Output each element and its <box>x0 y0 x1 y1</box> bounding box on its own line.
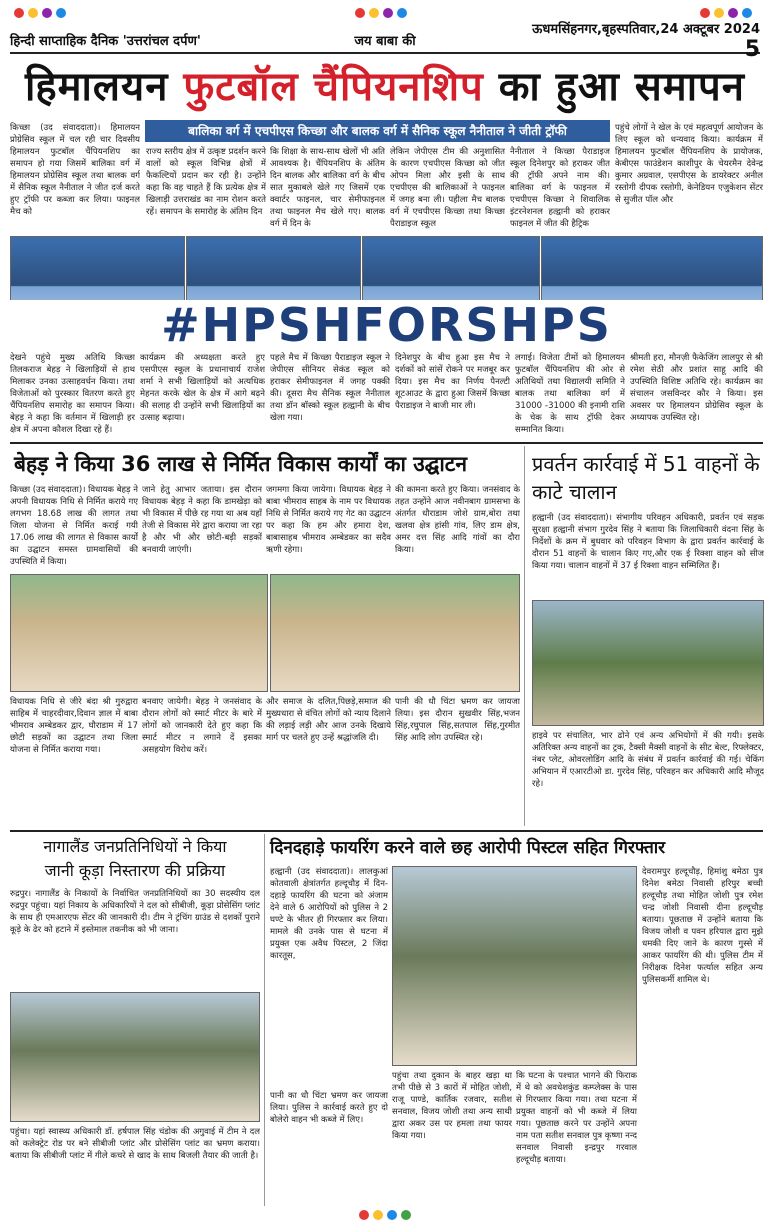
story1-low6: श्रीमती हरा, मौनज़ी फैकेजिंग लालपुर से श्री रमेश सेठी और प्रशांत साहू आदि की उपस्थिति विशिष्ट अतिथि रहे। कार्यक्रम का संचालन जसविन्दर कौर ने किया। इस अवसर पर हिमालयन प्रोग्रेसिव स्कूल के अध्यापक उपस्थित रहे। <box>630 353 763 423</box>
footer-dots <box>0 1204 770 1226</box>
story2-low1: विधायक निधि से जीरे बंदा श्री गुरुद्वारा साहिब में चाहरदीवार,दिवान ज्ञाल में बाबा भीमराव अम्बेडकर द्वार, घौराडाम में 17 छोटी सड़कों का उद्घाटन तथा जिला योजना से निर्मित कराया गया। <box>10 697 138 755</box>
dot-blue <box>56 8 66 18</box>
dot-yellow <box>369 8 379 18</box>
footer-dot <box>387 1210 397 1220</box>
story2-col3: जगमगा किया जायेगा। विधायक बेहड़ ने बाबा भीमराव साहब के नाम पर विधायक निधि से निर्मित कराये गए गेट का उद्घाटन पर कहा कि हम और हमारा देश, बाबासाहब भीमराव अम्बेडकर का सदैव ऋणी रहेगा। <box>266 485 391 555</box>
story5-col1: हल्द्वानी (उद संवाददाता)। लालकुआं कोतवाली क्षेत्रांतर्गत हल्दूचौड़ में दिन-दहाड़े फायरिंग की घटना को अंजाम देने वाले 6 आरोपियों को पुलिस ने 2 घण्टे के भीतर ही गिरफ्तार कर लिया। मामले की उनके पास से घटना में प्रयुक्त एक अवैध पिस्टल, 2 जिंदा कारतूस, <box>270 867 388 961</box>
story1-low5: लगाई। विजेता टीमों को हिमालयन फुटबॉल चैंपियनशिप की ओर से अतिथियों तथा विद्यालयी समिति ने बालक तथा बालिका वर्ग में 31000 -31000 की इनामी राशि के चेक के साथ ट्रॉफी देकर सम्मानित किया। <box>515 353 625 435</box>
story2-low2: बनवाए जायेगी। बेहड़ ने जनसंवाद के दौरान लोगों को स्मार्ट मीटर के बारे में लोगों को जानकारी देते हुए कहा कि स्मार्ट मीटर न लगाने दें इसका असहयोग विरोध करें। <box>142 697 262 755</box>
footer-dot <box>401 1210 411 1220</box>
story4-headline-line2: जानी कूड़ा निस्तारण की प्रक्रिया <box>44 861 226 880</box>
divider <box>10 442 763 444</box>
footer-dot <box>373 1210 383 1220</box>
story1-col2: राज्य स्तरीय क्षेत्र में उत्कृष्ट प्रदर्शन करने वालों को स्कूल विभिन्न क्षेत्रों में फैकल्टियों प्रदान कर रही है। उन्होंने कहा कि वह चाहते हैं कि प्रत्येक क्षेत्र में खिलाड़ी उत्तराखंड का नाम रोशन करते रहें। समापन के समारोह के अंतिम दिन <box>146 147 266 217</box>
story1-col1: किच्छा (उद संवाददाता)। हिमालयन प्रोग्रेसिव स्कूल में चल रही चार दिवसीय हिमालयन फुटबॉल चैंपियनशिप का समापन हो गया जिसमें बालिका वर्ग में हिमालयन प्रोग्रेसिव स्कूल तथा बालक वर्ग में सैनिक स्कूल नैनीताल ने जीत दर्ज करते हुए ट्रॉफी पर कब्जा कर लिया। फाइनल मैच को <box>10 123 140 217</box>
story1-low2: कार्यक्रम की अध्यक्षता करते हुए एसपीएस स्कूल के प्रधानाचार्य राजेश शर्मा ने सभी खिलाड़ियों को अत्यधिक मेहनत करके खेल के क्षेत्र में आगे बढ़ने की सलाह दी उन्होंने सभी खिलाड़ियों का उत्साह बढ़ाया। <box>140 353 265 423</box>
column-separator <box>264 834 265 1206</box>
dot-red <box>700 8 710 18</box>
story1-low4: दिनेशपुर के बीच हुआ इस मैच ने दर्शकों को सांसें रोकने पर मजबूर कर दिया। इस मैच का निर्णय पैनल्टी शूटआउट के द्वारा हुआ जिसमें किच्छा पैराडाइज ने बाजी मार ली। <box>395 353 510 411</box>
divider <box>10 830 763 832</box>
story2-low4: पानी की धौ चिंटा भ्रमण कर जायजा लिया। इस दौरान सुखवीर सिंह,भजन सिंह,रघुपाल सिंह,सतपाल सिंह,गुरमीत सिंह आदि लोग उपस्थित रहे। <box>395 697 520 743</box>
story3-low: हाइवे पर संचालित, भार ढोने एवं अन्य अभियोगों में की गयी। इसके अतिरिक्त अन्य वाहनों का ट्रक, टैक्सी मैक्सी वाहनों के सीट बेल्ट, रिफ्लेक्टर, नंबर प्लेट, ओवरलोडिंग आदि के संबंध में प्रवर्तन कार्रवाई की गई। चेकिंग अभियान में एआरटीओ डा. गुरदेव सिंह, परिवहन कर अधिकारी आदि मौजूद रहे। <box>532 731 764 789</box>
story5-col3: देवरामपुर हल्दूचौड़, हिमांशु बमेठा पुत्र दिनेश बमेठा निवासी हरिपुर बच्ची हल्दूचौड़ तथा मोहित जोशी पुत्र रमेश चन्द्र जोशी निवासी दीना हल्दूचौड़ बताया। पूछताछ में उन्होंने बताया कि विजय जोशी व पवन हरियाल द्वारा मुझे धमकी दिए जाने के कारण गुस्से में आकर फायरिंग की थी। पुलिस टीम में निरीक्षक दिनेश फर्त्याल सहित अन्य पुलिसकर्मी शामिल थे। <box>642 867 763 985</box>
story1-low3: पहले मैच में किच्छा पैराडाइज स्कूल ने जेपीएस सीनियर सेकंड स्कूल को हराकर सेमीफाइनल में जगह पक्की की। दूसरा मैच सैनिक स्कूल नैनीताल तथा डॉन बॉस्को स्कूल हल्द्वानी के बीच खेला गया। <box>270 353 390 423</box>
story1-col6: पहुंचे लोगों ने खेल के एवं महत्वपूर्ण आयोजन के लिए स्कूल को धन्यवाद किया। कार्यक्रम में हिमालयन फुटबॉल चैंपियनशिप के प्रायोजक, केबीएस फाउंडेशन काशीपुर के चेयरमैन देवेन्द्र कुमार अग्रवाल, एसपीएस के डायरेक्टर अनील रस्तोगी दीपक रस्तोगी, केनेडियन एजुकेशन सेंटर से सुजीत पॉल और <box>615 123 763 205</box>
masthead <box>10 21 760 62</box>
dot-red <box>14 8 24 18</box>
column-separator <box>524 446 525 826</box>
story5-low2: कि घटना के पश्चात भागने की फिराक में थे को अवधेशकुंड कम्प्लेक्स के पास से गिरफ्तार किया गया। तथा घटना में प्रयुक्त वाहनों को भी कब्जे में लिया गया। पूछताछ करने पर उन्होंने अपना नाम पता सतीश सनवाल पुत्र कृष्णा नन्द सनवाल निवासी इन्द्रपुर गरवाल हल्दूचौड़ बताया। <box>516 1071 637 1165</box>
dot-blue <box>397 8 407 18</box>
dot-yellow <box>28 8 38 18</box>
story3-photo <box>532 600 764 726</box>
story1-banner: #HPSHFORSHPS <box>10 300 763 350</box>
story2-col1: किच्छा (उद संवाददाता)। विधायक बेहड़ ने अपनी विधायक निधि से निर्मित कराये गए लगभग 18.68 लाख की लागत तथा जिला योजना से निर्मित कराई गयी 17.06 लाख की लागत से विकास कार्यों का उद्घाटन समस्त ग्रामवासियों की उपस्थिति में किया। <box>10 485 138 567</box>
story4-headline-line1: नागालैंड जनप्रतिनिधियों ने किया <box>43 837 227 856</box>
story4-photo <box>10 992 260 1122</box>
story2-low3: और समाज के दलित,पिछड़े,समाज की मुख्यधारा से वंचित लोगों को न्याय दिलाने की लड़ाई लड़ी और आज उनके दिखाये मार्ग पर चलते हुए उन्हें श्रद्धांजलि दी। <box>266 697 391 743</box>
top-left-dots <box>14 8 66 18</box>
story2-col2: जाने हेतु आभार जताया। इस दौरान विधायक बेहड़ ने कहा कि डामखेड़ा को भी विकास में पीछे रह गया था अब यहाँ तेजी से विकास मेरे द्वारा कराया जा रहा है और भी और छोटी-बड़ी सड़कों बनवायी जाएंगी। <box>142 485 262 555</box>
top-right-dots <box>700 8 752 18</box>
dot-purple <box>383 8 393 18</box>
footer-dot <box>359 1210 369 1220</box>
story1-headline-part1: हिमालयन <box>25 64 169 110</box>
masthead-title: हिन्दी साप्ताहिक दैनिक 'उत्तरांचल दर्पण' <box>10 34 201 49</box>
story3-body: हल्द्वानी (उद संवाददाता)। संभागीय परिवहन अधिकारी, प्रवर्तन एवं सड़क सुरक्षा हल्द्वानी संभाग गुरदेव सिंह ने बताया कि जिलाधिकारी वंदना सिंह के निर्देशों के क्रम में बुधवार को परिवहन विभाग के द्वारा प्रवर्तन कार्रवाई के दौरान 51 वाहनों के चालान किए गए,और एक ई रिक्शा वाहन को सीज किया गया। चालान वाहनों में 37 ई रिक्शा वाहन सम्मिलित हैं। <box>532 513 764 571</box>
story1-col3: कि शिक्षा के साथ-साथ खेलों भी अति आवश्यक है। चैंपियनशिप के अंतिम दिन बालक और बालिका वर्ग के बीच सात मुकाबले खेले गए जिसमें एक क्वार्टर फाइनल, चार सेमीफाइनल तथा फाइनल मैच खेले गए। बालक वर्ग में दिन के <box>270 147 385 229</box>
masthead-date: ऊधमसिंहनगर,बृहस्पतिवार,24 अक्टूबर 2024 <box>532 21 760 37</box>
story2-photo-2 <box>270 574 520 692</box>
story4-low: पहुंचा। यहां स्वास्थ्य अधिकारी डॉ. हर्षपाल सिंह चंडोक की अगुवाई में टीम ने दल को कलेक्ट्रेट रोड पर बने सीबीजी प्लांट और प्रोसेसिंग प्लांट का भ्रमण कराया। बताया कि सीबीजी प्लांट में गीले कचरे से खाद के साथ बिजली तैयार की जाती है। <box>10 1127 260 1161</box>
story5-low1: पहुंचा तथा दुकान के बाहर खड़ा था तभी पीछे से 3 कारों में मोहित जोशी, राजू पाण्डे, कार्तिक रजवार, सतीश सनवाल, विजय जोशी तथा अन्य साथी द्वारा अकर उस पर हमला तथा फायर किया गया। <box>392 1071 512 1141</box>
story2-col4: की कामना करते हुए किया। जनसंवाद के तहत उन्होंने आज नवीनबाग ग्रामसभा के अंतर्गत धौराडाम जोशे ग्राम,बोरा तथा खलवा क्षेत्र हांसी गांव, लिए डाम क्षेत्र, अमर दत्त सिंह आदि गांवों का दौरा किया। <box>395 485 520 555</box>
story4-body: रुद्रपुर। नागालैंड के निकायों के निर्वाचित जनप्रतिनिधियों का 30 सदस्यीय दल रुद्रपुर पहुंचा। यहां निकाय के अधिकारियों ने दल को सीबीजी, कूड़ा प्रोसेसिंग प्लांट के साथ ही एमआरएफ सेंटर की जानकारी दी। टीम ने ट्रंचिंग ग्राउंड से दशकों पुराने कूड़े के ढेर को हटाने में इस्तेमाल तकनीक को भी जाना। <box>10 889 260 935</box>
dot-red <box>355 8 365 18</box>
dot-blue <box>742 8 752 18</box>
story2-photo-1 <box>10 574 268 692</box>
story5-photo <box>392 866 637 1066</box>
story2-headline: बेहड़ ने किया 36 लाख से निर्मित विकास कार्यों का उद्घाटन <box>14 452 468 476</box>
story5-headline: दिनदहाड़े फायरिंग करने वाले छह आरोपी पिस्टल सहित गिरफ्तार <box>270 838 666 858</box>
story1-subhead: बालिका वर्ग में एचपीएस किच्छा और बालक वर्ग में सैनिक स्कूल नैनीताल ने जीती ट्रॉफी <box>145 120 610 142</box>
story3-headline: प्रवर्तन कार्रवाई में 51 वाहनों के काटे चालान <box>532 452 760 504</box>
page-number: 5 <box>744 36 760 62</box>
masthead-dateline <box>510 19 760 62</box>
story1-col4: लेकिन जेपीएस टीम की अनुशासित के कारण एचपीएस किच्छा को जीत ओपन मिला और इसी के साथ एचपीएस की बालिकाओं ने फाइनल में जगह बना ली। पहीला मैच बालक वर्ग में एचपीएस किच्छा तथा किच्छा पैराडाइज स्कूल <box>390 147 505 229</box>
dot-purple <box>42 8 52 18</box>
dot-yellow <box>714 8 724 18</box>
masthead-slogan: जय बाबा की <box>354 34 416 49</box>
story1-headline-part2: फुटबॉल चैंपियनशिप <box>183 64 484 110</box>
story1-low1: देखने पहुंचे मुख्य अतिथि किच्छा तिलकराज बेहड़ ने खिलाड़ियों से हाथ मिलाकर उनका उत्साहवर्धन किया। तथा विजेताओं को पुरस्कार वितरण करते हुए चैंपियनशिप समारोह का समापन किया। बेहड़ ने कहा कि वर्तमान में खिलाड़ी हर क्षेत्र में अपना कौशल दिखा रहे हैं। <box>10 353 135 435</box>
story5-col2: पानी का धौ चिंटा भ्रमण कर जायजा लिया। पुलिस ने कार्रवाई करते हुए दो बोलेरो वाहन भी कब्जे में लिए। <box>270 1091 388 1125</box>
story1-col5: नैनीताल ने किच्छा पैराडाइज स्कूल दिनेशपुर को हराकर जीत की ट्रॉफी अपने नाम की। बालिका वर्ग के फाइनल में एचपीएस किच्छा ने शिवालिक इंटरनेशनल हल्द्वानी को हराकर फाइनल में जीत की हैट्रिक <box>510 147 610 229</box>
story1-headline <box>0 60 770 114</box>
story1-headline-part3: का हुआ समापन <box>498 64 745 110</box>
top-center-dots <box>355 8 407 18</box>
dot-purple <box>728 8 738 18</box>
